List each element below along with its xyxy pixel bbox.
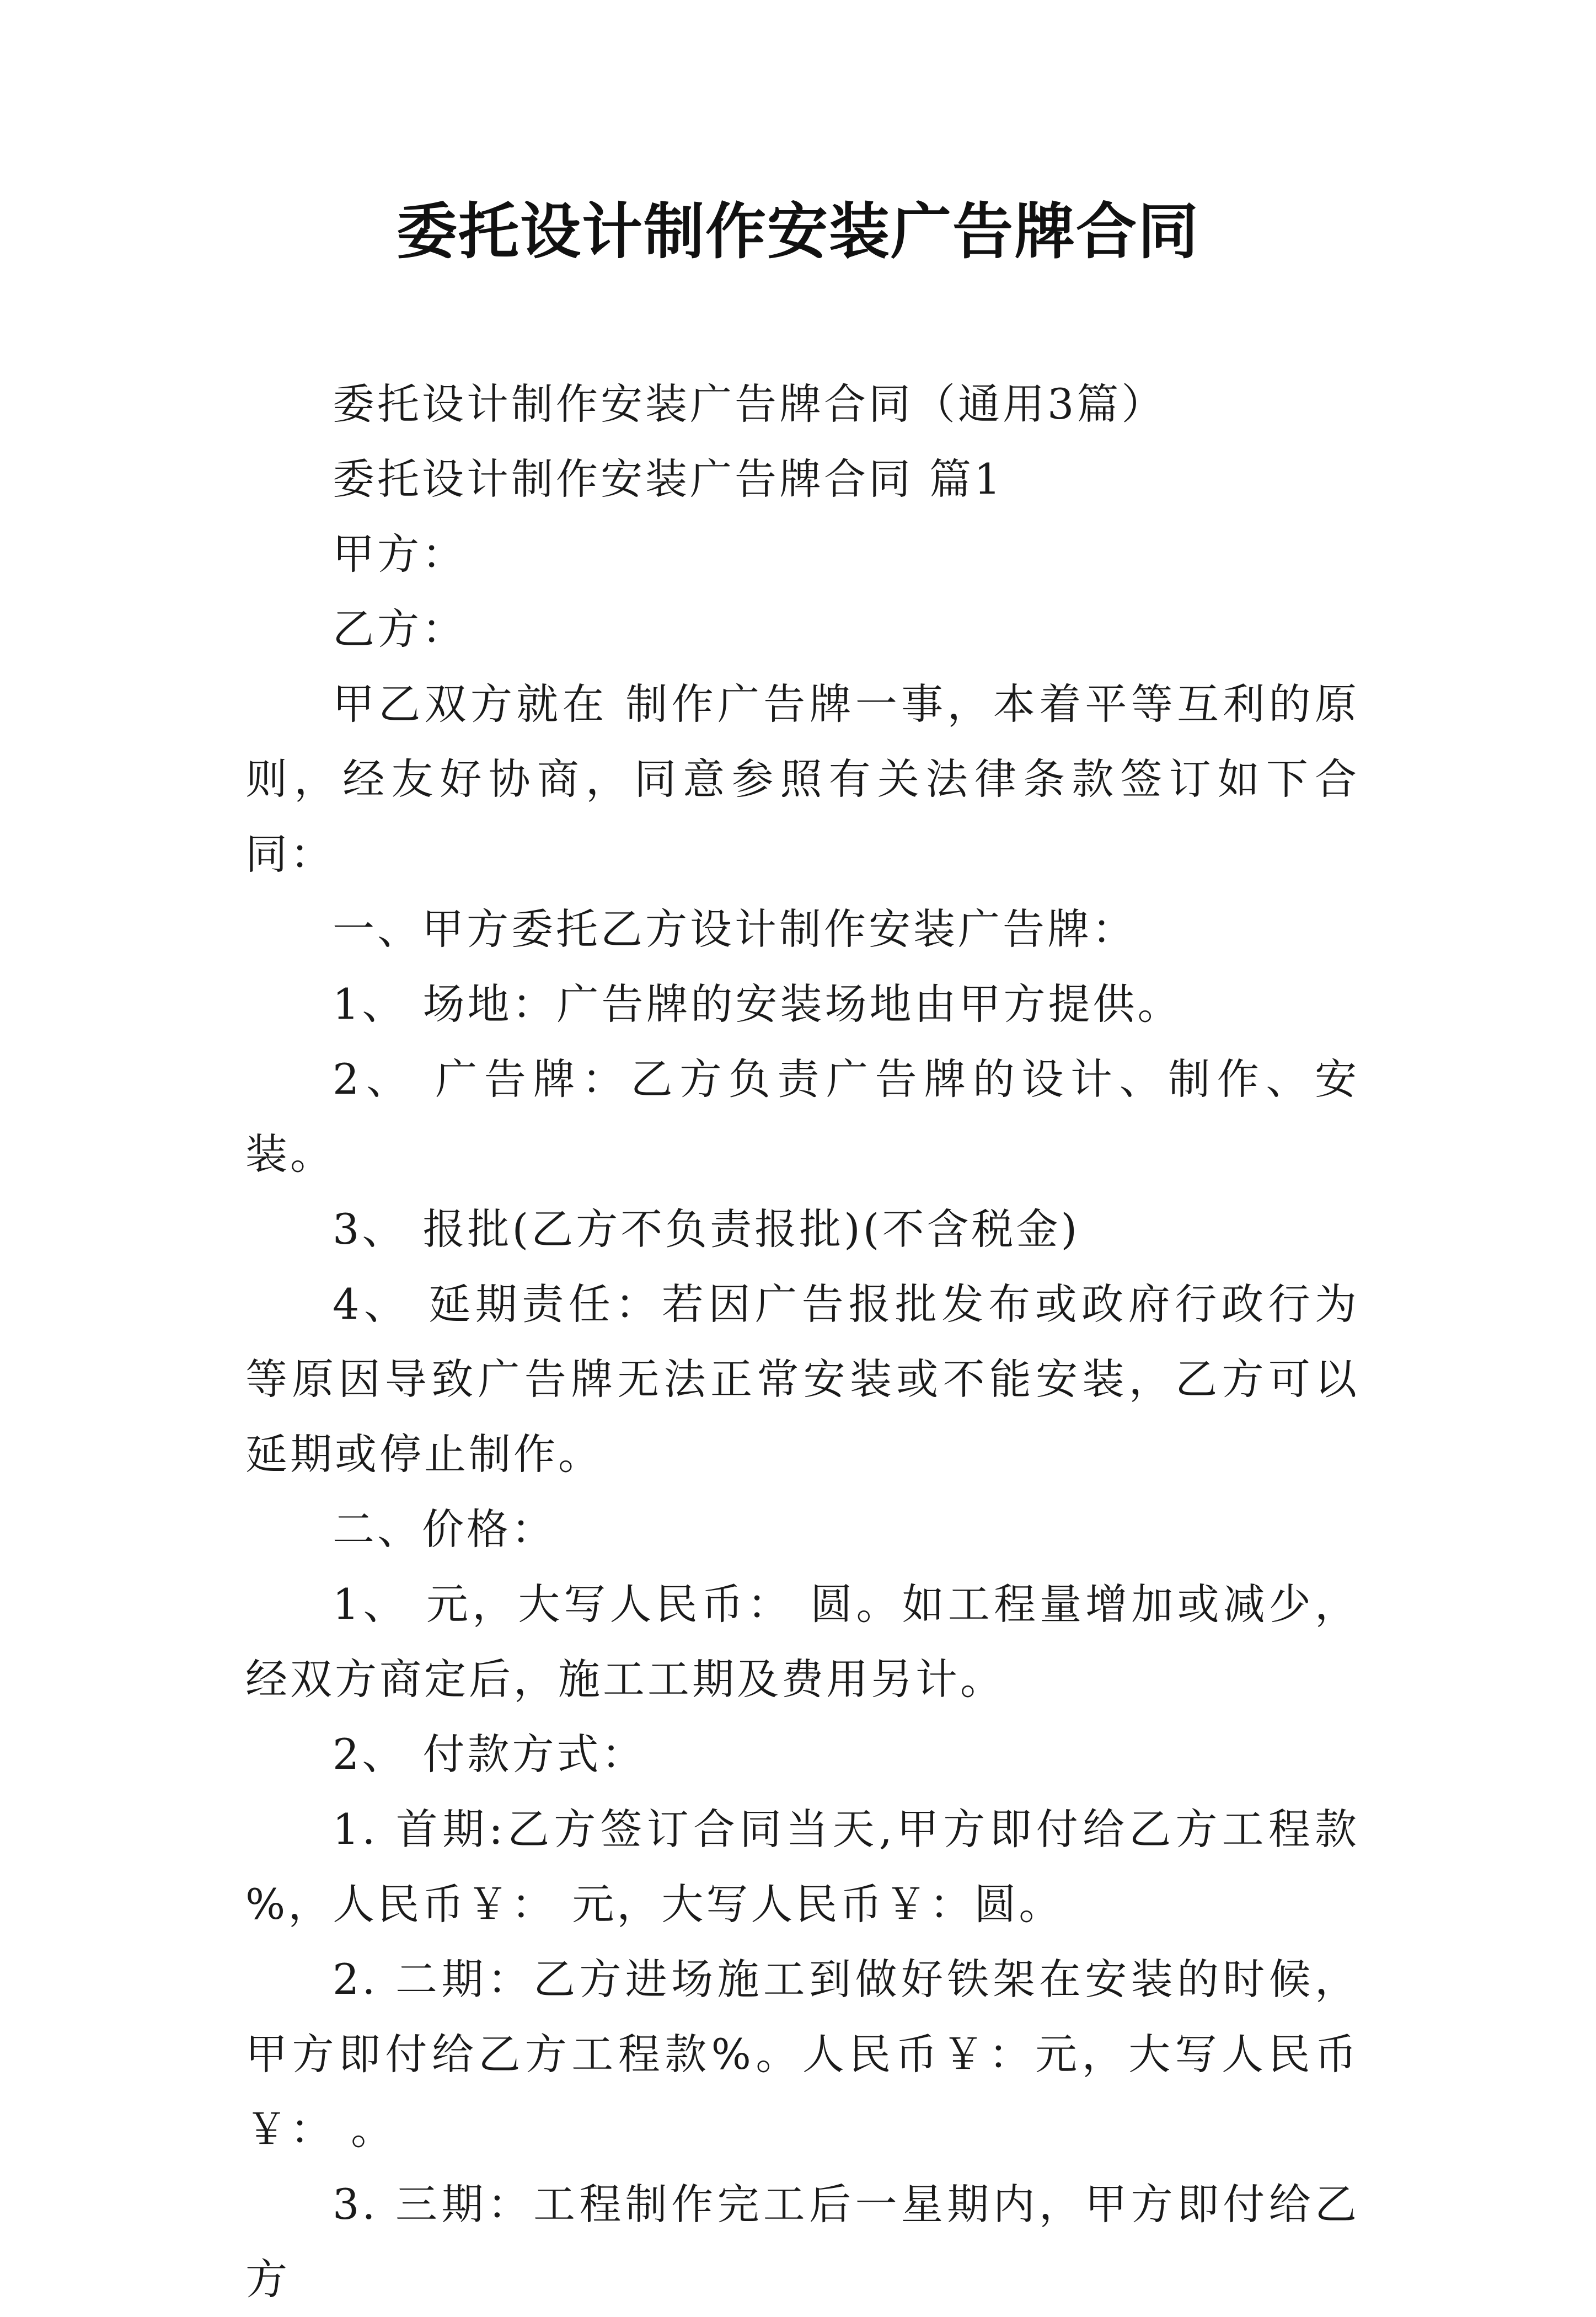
party-b-line: 乙方： <box>333 604 467 654</box>
clause-heading: 一、甲方委托乙方设计制作安装广告牌： <box>333 905 1137 954</box>
document-title: 委托设计制作安装广告牌合同 <box>397 196 1199 267</box>
section-heading: 委托设计制作安装广告牌合同 篇1 <box>333 454 1004 504</box>
document-body <box>245 367 1359 2317</box>
intro-paragraph: 甲乙双方就在 制作广告牌一事，本着平等互利的原则，经友好协商，同意参照有关法律条款签订如下合同： <box>245 679 1359 879</box>
clause-item: 4、 延期责任：若因广告报批发布或政府行政行为等原因导致广告牌无法正常安装或不能安装，乙方可以延期或停止制作。 <box>245 1280 1359 1479</box>
payment-item: 3. 三期：工程制作完工后一星期内，甲方即付给乙方 <box>245 2180 1359 2304</box>
clause-item: 1、 场地：广告牌的安装场地由甲方提供。 <box>333 980 1182 1029</box>
subtitle-paragraph: 委托设计制作安装广告牌合同（通用3篇） <box>333 379 1166 429</box>
party-a-line: 甲方： <box>333 529 467 579</box>
payment-item: 1. 首期:乙方签订合同当天,甲方即付给乙方工程款 %，人民币￥： 元，大写人民币￥：圆。 <box>245 1805 1359 1929</box>
clause-item: 2、 广告牌：乙方负责广告牌的设计、制作、安装。 <box>245 1055 1359 1179</box>
payment-item: 2. 二期：乙方进场施工到做好铁架在安装的时候，甲方即付给乙方工程款%。人民币￥：元，大写人民币￥： 。 <box>245 1955 1359 2154</box>
clause-item: 2、 付款方式： <box>333 1730 646 1779</box>
clause-item: 1、 元，大写人民币： 圆。如工程量增加或减少，经双方商定后，施工工期及费用另计。 <box>245 1580 1359 1704</box>
clause-item: 3、 报批(乙方不负责报批)(不含税金) <box>333 1205 1080 1254</box>
clause-heading: 二、价格： <box>333 1505 556 1554</box>
